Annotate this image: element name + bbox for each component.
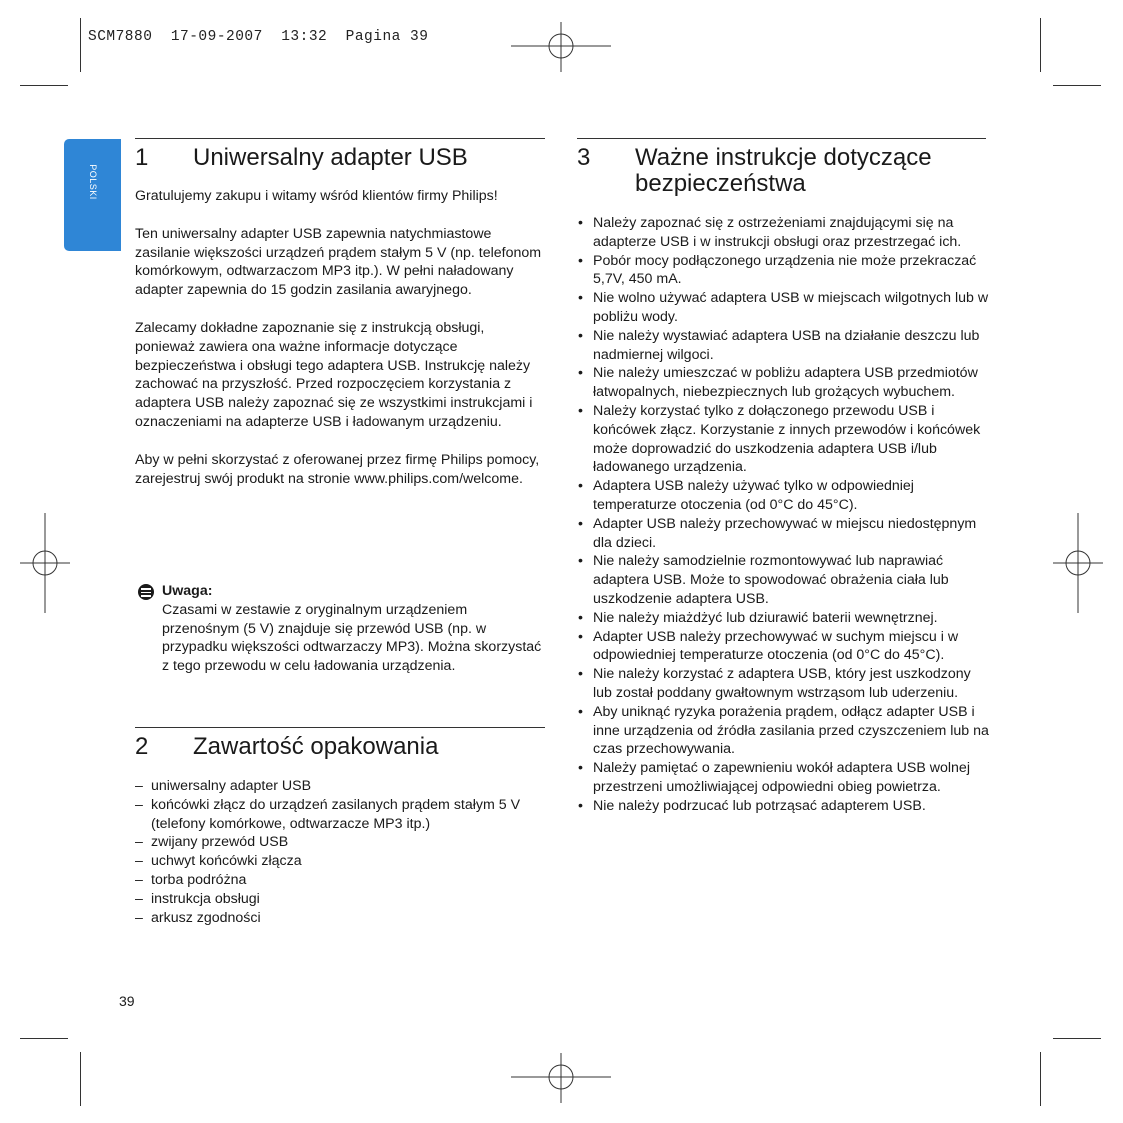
- section2-title: Zawartość opakowania: [193, 733, 439, 760]
- section3-title-line1: Ważne instrukcje dotyczące: [635, 144, 932, 171]
- list-item: • Aby uniknąć ryzyka porażenia prądem, odłącz adapter USB i inne urządzenia od źródła zasilania przed czyszczeniem lub na czas przechowywania.: [577, 703, 989, 759]
- section2-heading: [135, 733, 545, 761]
- section1-title: Uniwersalny adapter USB: [193, 144, 468, 171]
- list-item: – uchwyt końcówki złącza: [135, 852, 545, 871]
- list-item: • Adapter USB należy przechowywać w suchym miejscu i w odpowiedniej temperaturze otoczenia (od 0°C do 45°C).: [577, 628, 989, 666]
- note-icon: [138, 584, 154, 600]
- section1-number: 1: [135, 144, 149, 171]
- list-item: • Należy zapoznać się z ostrzeżeniami znajdującymi się na adapterze USB i w instrukcji obsługi oraz przestrzegać ich.: [577, 214, 989, 252]
- section3-title-line2: bezpieczeństwa: [635, 170, 806, 197]
- registration-mark-top: [511, 22, 611, 72]
- list-item: – torba podróżna: [135, 871, 545, 890]
- section1-heading: [135, 144, 545, 172]
- section1-rule: [135, 138, 545, 139]
- section3-heading: [577, 144, 986, 200]
- section1-paragraph: Ten uniwersalny adapter USB zapewnia natychmiastowe zasilanie większości urządzeń prądem stałym 5 V (np. telefonom komórkowym, odtwarzaczom MP3 itp.). W pełni naładowany adapter zapewnia do 15 godzin zasilania awaryjnego.: [135, 225, 542, 299]
- list-item: • Adapter USB należy przechowywać w miejscu niedostępnym dla dzieci.: [577, 515, 989, 553]
- list-item: – końcówki złącz do urządzeń zasilanych prądem stałym 5 V (telefony komórkowe, odtwarzacze MP3 itp.): [135, 796, 545, 834]
- section1-body: [135, 187, 545, 507]
- list-item: • Nie należy samodzielnie rozmontowywać lub naprawiać adaptera USB. Może to spowodować obrażenia ciała lub uszkodzenie adaptera USB.: [577, 552, 989, 608]
- registration-mark-left: [20, 513, 70, 613]
- list-item: • Nie należy miażdżyć lub dziurawić baterii wewnętrznej.: [577, 609, 989, 628]
- page-number: 39: [119, 993, 135, 1009]
- section2-rule: [135, 727, 545, 728]
- list-item: • Pobór mocy podłączonego urządzenia nie może przekraczać 5,7V, 450 mA.: [577, 252, 989, 290]
- language-tab-label: POLSKI: [87, 164, 98, 200]
- list-item: • Nie należy wystawiać adaptera USB na działanie deszczu lub nadmiernej wilgoci.: [577, 327, 989, 365]
- list-item: – instrukcja obsługi: [135, 890, 545, 909]
- list-item: • Należy pamiętać o zapewnieniu wokół adaptera USB wolnej przestrzeni umożliwiającej odpowiedni obieg powietrza.: [577, 759, 989, 797]
- safety-list: [577, 214, 989, 816]
- list-item: – arkusz zgodności: [135, 909, 545, 928]
- section3-number: 3: [577, 144, 591, 171]
- section3-rule: [577, 138, 986, 139]
- language-tab: [64, 139, 121, 251]
- print-header: SCM7880 17-09-2007 13:32 Pagina 39: [88, 29, 429, 45]
- list-item: – uniwersalny adapter USB: [135, 777, 545, 796]
- note-label: Uwaga:: [162, 583, 213, 599]
- section1-paragraph: Zalecamy dokładne zapoznanie się z instrukcją obsługi, ponieważ zawiera ona ważne informacje dotyczące bezpieczeństwa i obsługi tego adaptera USB. Instrukcję należy zachować na przyszłość. Przed rozpoczęciem korzystania z adaptera USB należy zapoznać się ze wszystkimi instrukcjami i oznaczeniami na adapterze USB i ładowanym urządzeniu.: [135, 319, 533, 430]
- list-item: • Należy korzystać tylko z dołączonego przewodu USB i końcówek złącz. Korzystanie z innych przewodów i końcówek może doprowadzić do uszkodzenia adaptera USB i/lub ładowanego urządzenia.: [577, 402, 989, 477]
- contents-list: [135, 777, 545, 927]
- note-text: Czasami w zestawie z oryginalnym urządzeniem przenośnym (5 V) znajduje się przewód USB (np. w przypadku większości odtwarzaczy MP3). Można skorzystać z tego przewodu w celu ładowania urządzenia.: [162, 601, 542, 675]
- section2-number: 2: [135, 733, 149, 760]
- list-item: – zwijany przewód USB: [135, 833, 545, 852]
- registration-mark-right: [1053, 513, 1103, 613]
- list-item: • Nie wolno używać adaptera USB w miejscach wilgotnych lub w pobliżu wody.: [577, 289, 989, 327]
- section3-body: [577, 214, 989, 816]
- list-item: • Nie należy podrzucać lub potrząsać adapterem USB.: [577, 797, 989, 816]
- list-item: • Nie należy umieszczać w pobliżu adaptera USB przedmiotów łatwopalnych, niebezpiecznych lub grożących wybuchem.: [577, 364, 989, 402]
- note-block: [162, 582, 542, 676]
- list-item: • Adaptera USB należy używać tylko w odpowiedniej temperaturze otoczenia (od 0°C do 45°C).: [577, 477, 989, 515]
- section1-paragraph: Aby w pełni skorzystać z oferowanej przez firmę Philips pomocy, zarejestruj swój produkt na stronie www.philips.com/welcome.: [135, 451, 540, 487]
- section2-body: [135, 777, 545, 927]
- section1-paragraph: Gratulujemy zakupu i witamy wśród klientów firmy Philips!: [135, 188, 498, 204]
- list-item: • Nie należy korzystać z adaptera USB, który jest uszkodzony lub został poddany gwałtownym wstrząsom lub uderzeniu.: [577, 665, 989, 703]
- registration-mark-bottom: [511, 1053, 611, 1103]
